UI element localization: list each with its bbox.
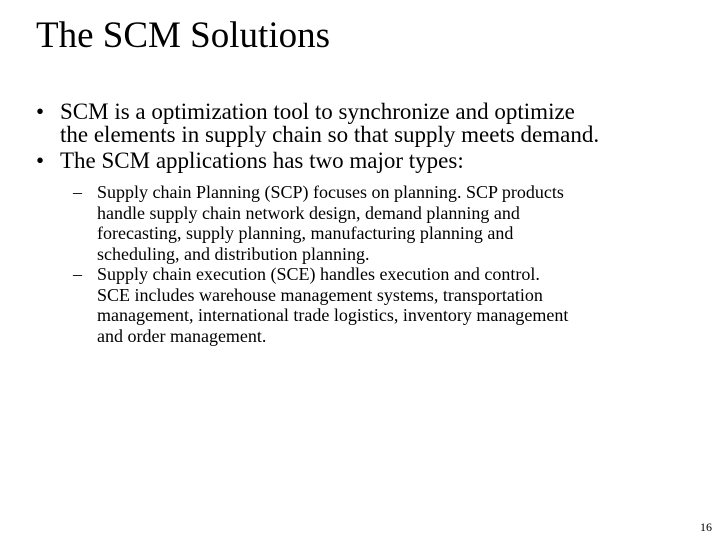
sub-bullet-text-line: management, international trade logistics, inventory management [97,305,569,325]
sub-bullet-text-line: and order management. [97,325,267,346]
sub-bullet-marker: – [73,264,82,284]
bullet-text-line: SCM is a optimization tool to synchronize and optimize [60,99,575,124]
bullet-marker: • [36,148,45,173]
bullet-text-line: the elements in supply chain so that supply meets demand. [60,122,600,147]
sub-bullet-item [36,182,686,264]
bullet-text-line: The SCM applications has two major types: [60,148,464,173]
slide-title: The SCM Solutions [36,15,330,56]
bullet-item [36,149,686,172]
page-number: 16 [700,520,712,534]
sub-bullet-text-line: handle supply chain network design, demand planning and [97,202,520,223]
sub-bullet-text-line: Supply chain execution (SCE) handles execution and control. [97,264,540,284]
bullet-item [36,100,686,146]
sub-bullet-text-line: forecasting, supply planning, manufacturing planning and [97,223,514,243]
sub-bullet-text-line: Supply chain Planning (SCP) focuses on planning. SCP products [97,182,564,202]
slide-body [36,100,686,346]
bullet-marker: • [36,99,45,124]
sub-bullet-marker: – [73,182,82,202]
sub-bullet-text-line: scheduling, and distribution planning. [97,243,370,264]
sub-bullet-text-line: SCE includes warehouse management systems, transportation [97,284,543,305]
sub-bullet-list [36,182,686,346]
sub-bullet-item [36,264,686,346]
